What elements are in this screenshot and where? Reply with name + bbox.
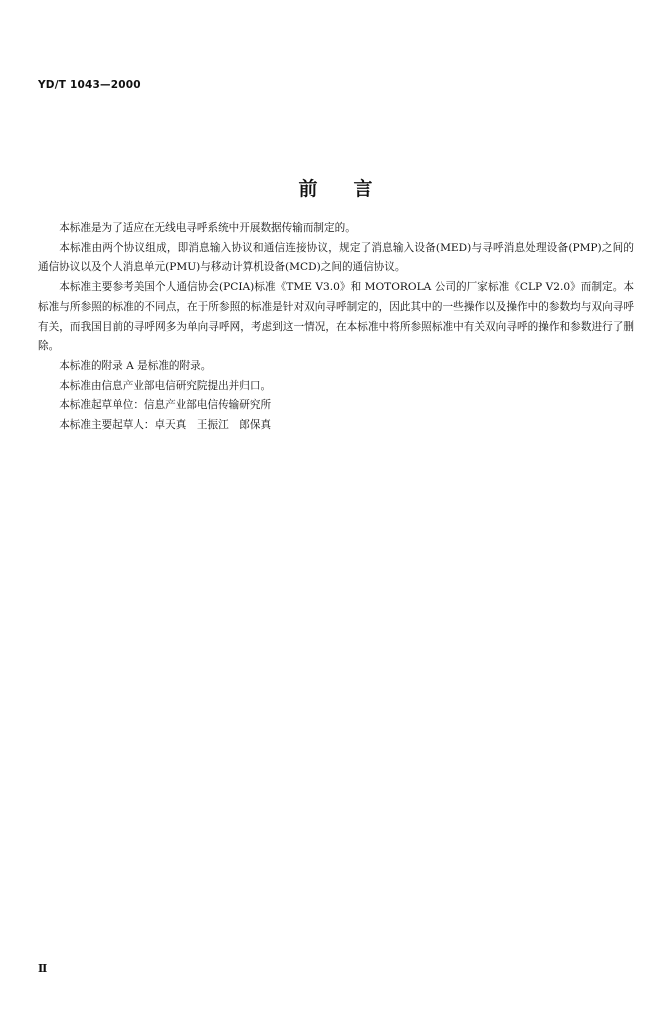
page-number: Ⅱ <box>38 962 48 975</box>
paragraph-purpose: 本标准是为了适应在无线电寻呼系统中开展数据传输而制定的。 <box>59 222 356 234</box>
preface-body <box>38 219 634 436</box>
paragraph-appendix: 本标准的附录 A 是标准的附录。 <box>59 359 212 372</box>
paragraph-references: 本标准主要参考美国个人通信协会(PCIA)标准《TME V3.0》和 MOTOROLA 公司的厂家标准《CLP V2.0》而制定。本标准与所参照的标准的不同点，在于所参照的标准是针对双向寻呼制定的，因此其中的一些操作以及操作中的参数均与双向寻呼有关，而我国目前的寻呼网多为单向寻呼网，考虑到这一情况，在本标准中将所参照标准中有关双向寻呼的操作和参数进行了删除。 <box>38 281 634 353</box>
document-code: YD/T 1043—2000 <box>38 79 141 91</box>
page-title: 前言 <box>298 178 409 200</box>
paragraph-proposer: 本标准由信息产业部电信研究院提出并归口。 <box>59 379 272 392</box>
paragraph-composition: 本标准由两个协议组成，即消息输入协议和通信连接协议，规定了消息输入设备(MED)与寻呼消息处理设备(PMP)之间的通信协议以及个人消息单元(PMU)与移动计算机设备(MCD)之间的通信协议。 <box>38 241 634 274</box>
paragraph-drafting-unit: 本标准起草单位：信息产业部电信传输研究所 <box>59 399 272 412</box>
paragraph-drafters: 本标准主要起草人：卓天真 王振江 郎保真 <box>59 419 272 432</box>
